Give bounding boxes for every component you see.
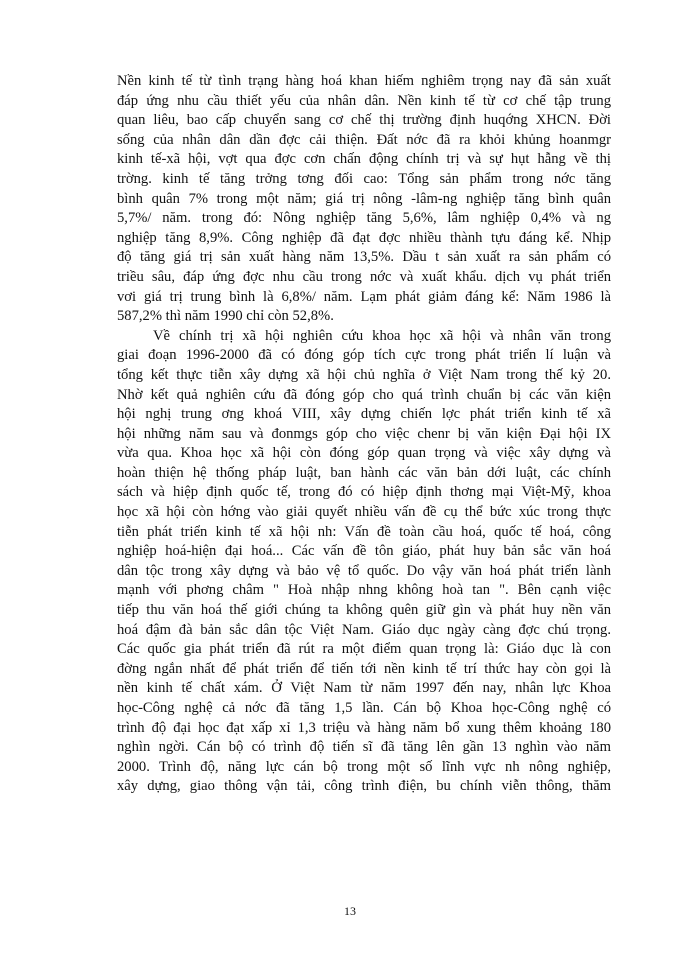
text-line: tiếp thu văn hoá thế giới chúng ta không quên giữ gìn và phát huy nền văn: [117, 602, 611, 619]
text-line: trờng. kinh tế tăng trởng tơng đối cao: Tổng sản phẩm trong nớc tăng: [117, 170, 611, 187]
text-line: trình độ đại học đạt xấp xỉ 1,3 triệu và hàng năm bổ xung thêm khoảng 180: [117, 719, 611, 736]
text-line: sống của nhân dân dần đợc cải thiện. Đất nớc đã ra khỏi khủng hoanmgr: [117, 131, 611, 148]
text-line: hoàn thiện hệ thống pháp luật, ban hành các văn bản dới luật, các chính: [117, 464, 611, 481]
text-line: Về chính trị xã hội nghiên cứu khoa học xã hội và nhân văn trong: [153, 327, 611, 344]
text-line: 5,7%/ năm. trong đó: Nông nghiệp tăng 5,6%, lâm nghiệp 0,4% và ng: [117, 210, 611, 227]
text-line: giai đoạn 1996-2000 đã có đóng góp tích cực trong phát triển lí luận và: [117, 347, 611, 364]
text-line: triều sâu, đáp ứng đợc nhu cầu trong nớc và xuất khẩu. dịch vụ phát triển: [117, 268, 611, 285]
text-line: mạnh với phơng châm " Hoà nhập nhng không hoà tan ". Bên cạnh việc: [117, 582, 611, 599]
text-line: dân tộc trong xây dựng và bảo vệ tổ quốc. Do vậy văn hoá phát triển lành: [117, 562, 611, 579]
text-line: 587,2% thì năm 1990 chỉ còn 52,8%.: [117, 308, 334, 325]
text-line: tổng kết thực tiễn xây dựng xã hội chủ nghĩa ở Việt Nam trong thế kỷ 20.: [117, 366, 611, 383]
text-line: hội nghị trung ơng khoá VIII, xây dựng chiến lợc phát triển kinh tế xã: [117, 406, 611, 423]
text-line: nghiệp tăng 8,9%. Công nghiệp đã đạt đợc nhiều thành tựu đáng kể. Nhịp: [117, 229, 611, 246]
text-line: học-Công nghệ cả nớc đã tăng 1,5 lần. Cán bộ Khoa học-Công nghệ có: [117, 700, 611, 716]
text-line: đờng ngắn nhất để phát triển để tiến tới nền kinh tế trí thức hay còn gọi là: [117, 660, 611, 677]
text-line: tiễn phát triển kinh tế xã hội nh: Vấn đề toàn cầu hoá, quốc tế hoá, công: [117, 523, 611, 540]
text-line: bình quân 7% trong một năm; giá trị nông -lâm-ng nghiệp tăng bình quân: [117, 190, 611, 207]
text-line: quan liêu, bao cấp chuyển sang cơ chế thị trường định huqớng XHCN. Đời: [117, 112, 611, 129]
text-line: Nhờ kết quả nghiên cứu đã đóng góp cho quá trình chuẩn bị các văn kiện: [117, 386, 611, 403]
text-line: đáp ứng nhu cầu thiết yếu của nhân dân. Nền kinh tế từ cơ chế tập trung: [117, 92, 611, 109]
text-line: xây dựng, giao thông vận tải, công trình điện, bu chính viễn thông, thăm: [117, 778, 611, 795]
text-line: sách và hiệp định quốc tế, trong đó có hiệp định thơng mại Việt-Mỹ, khoa: [117, 484, 611, 501]
text-line: nghìn ngời. Cán bộ có trình độ tiến sĩ đã tăng lên gần 13 nghìn vào năm: [117, 739, 611, 756]
page-number: 13: [344, 904, 356, 918]
text-line: nghiệp hoá-hiện đại hoá... Các vấn đề tôn giáo, phát huy bản sắc văn hoá: [117, 543, 611, 560]
text-line: độ tăng giá trị sản xuất hàng năm 13,5%. Dầu t sản xuất ra sản phẩm có: [117, 249, 611, 266]
text-line: hoá đậm đà bản sắc dân tộc Việt Nam. Giáo dục ngày càng đợc chú trọng.: [117, 621, 611, 638]
text-line: học xã hội còn hớng vào giải quyết nhiều vấn đề cụ thể bức xúc trong thực: [117, 504, 611, 521]
text-line: nền kinh tế chất xám. Ở Việt Nam từ năm 1997 đến nay, nhân lực Khoa: [117, 680, 611, 697]
text-line: 2000. Trình độ, năng lực cán bộ trong một số lĩnh vực nh nông nghiệp,: [117, 758, 611, 775]
text-line: Các quốc gia phát triển đã rút ra một điểm quan trọng là: Giáo dục là con: [117, 641, 611, 658]
body-text: [117, 72, 611, 797]
text-line: vơi giá trị trung bình là 6,8%/ năm. Lạm phát giảm đáng kể: Năm 1986 là: [117, 288, 611, 305]
text-line: hội những năm sau và đonmgs góp cho việc chenr bị văn kiện Đại hội IX: [117, 425, 611, 442]
text-line: Nền kinh tế từ tình trạng hàng hoá khan hiếm nghiêm trọng nay đã sản xuất: [117, 73, 611, 89]
text-line: vừa qua. Khoa học xã hội còn đóng góp quan trọng và việc xây dựng và: [117, 445, 611, 462]
text-line: kinh tế-xã hội, vợt qua đợc cơn chấn động chính trị và sự hụt hẫng về thị: [117, 151, 611, 168]
